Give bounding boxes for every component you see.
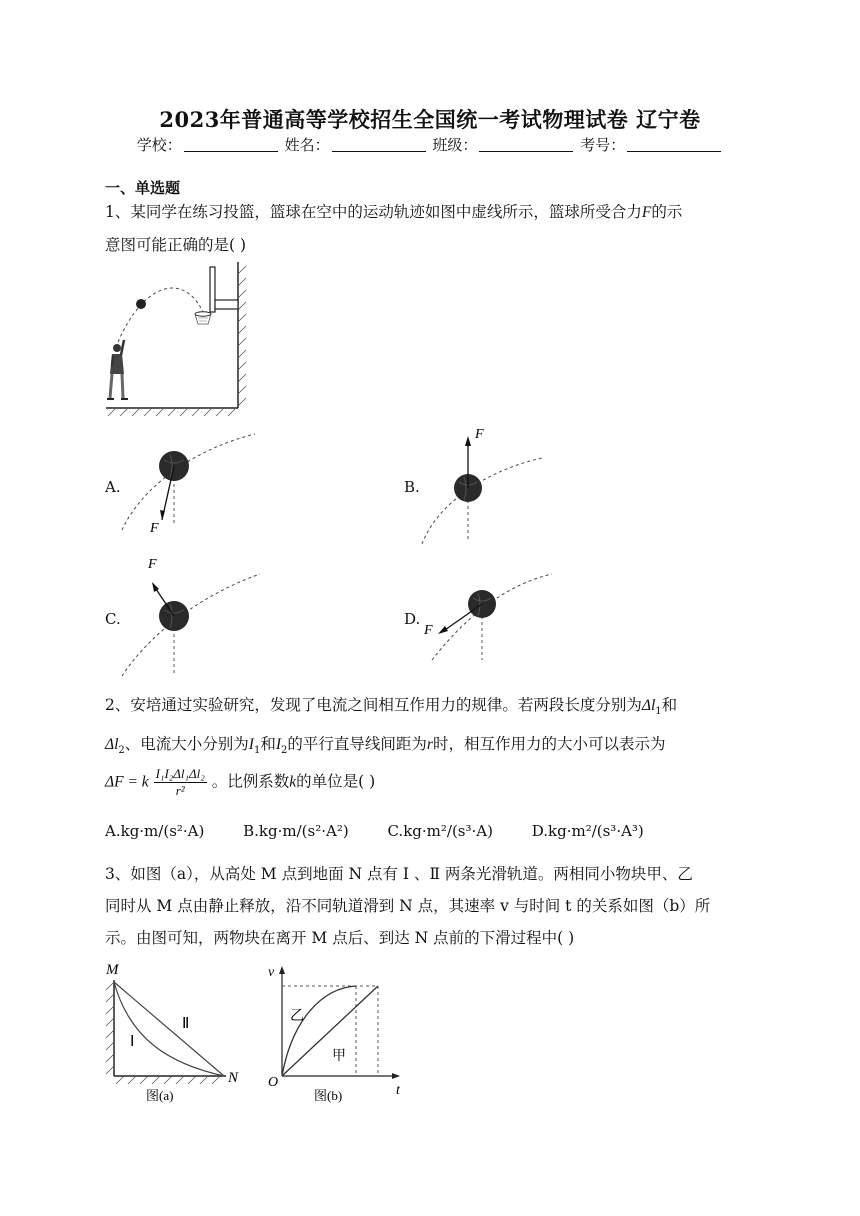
class-label: 班级： bbox=[432, 136, 478, 154]
question-1-text: 1、某同学在练习投篮，篮球在空中的运动轨迹如图中虚线所示，篮球所受合力F的示 意图可能正确的是( ) bbox=[105, 203, 683, 254]
student-info-line bbox=[0, 134, 860, 155]
school-label: 学校： bbox=[136, 136, 182, 154]
name-blank[interactable] bbox=[332, 137, 426, 152]
point-n-label: N bbox=[228, 1070, 239, 1086]
figure-a-caption: 图(a) bbox=[146, 1088, 174, 1103]
basketball-shot-figure bbox=[104, 262, 254, 417]
name-label: 姓名： bbox=[284, 136, 330, 154]
exam-no-label: 考号： bbox=[580, 136, 626, 154]
jia-label: 甲 bbox=[332, 1049, 346, 1064]
q1-option-a-label[interactable]: A. bbox=[105, 478, 121, 496]
q1-option-b-figure[interactable] bbox=[418, 422, 558, 552]
q2-option-c[interactable]: C.kg·m²/(s³·A) bbox=[387, 822, 493, 840]
point-m-label: M bbox=[106, 962, 119, 978]
q1-b-force-label: F bbox=[475, 427, 484, 442]
track-ii-label: Ⅱ bbox=[182, 1016, 190, 1032]
q2-options bbox=[105, 822, 678, 840]
yi-label: 乙 bbox=[290, 1009, 304, 1024]
figure-b-caption: 图(b) bbox=[314, 1088, 343, 1103]
exam-no-blank[interactable] bbox=[627, 137, 721, 152]
section-title: 一、单选题 bbox=[105, 179, 181, 197]
q2-option-d[interactable]: D.kg·m²/(s³·A³) bbox=[531, 822, 644, 840]
q1-option-a-figure[interactable] bbox=[120, 430, 260, 540]
q2-option-b[interactable]: B.kg·m/(s²·A²) bbox=[243, 822, 349, 840]
formula-lhs: ΔF = k bbox=[105, 773, 149, 791]
q2-option-a[interactable]: A.kg·m/(s²·A) bbox=[105, 822, 205, 840]
q1-d-force-label: F bbox=[424, 623, 433, 638]
q1-option-c-figure[interactable] bbox=[118, 552, 268, 682]
origin-label: O bbox=[268, 1075, 279, 1090]
q1-option-d-figure[interactable] bbox=[420, 568, 560, 668]
class-blank[interactable] bbox=[479, 137, 573, 152]
school-blank[interactable] bbox=[184, 137, 278, 152]
q2-formula-line: ΔF = k $\frac{\text{I₁I₂Δl₁Δl₂}}{\text{r²}}$ 。比例系数k的单位是( ) bbox=[105, 766, 376, 798]
q1-option-b-label[interactable]: B. bbox=[404, 478, 420, 496]
q1-a-force-label: F bbox=[150, 521, 159, 536]
q1-option-c-label[interactable]: C. bbox=[105, 610, 121, 628]
q3-figure-b bbox=[262, 960, 412, 1106]
exam-title: 2023年普通高等学校招生全国统一考试物理试卷 辽宁卷 bbox=[159, 107, 701, 132]
t-axis-label: t bbox=[396, 1083, 400, 1098]
q1-option-d-label[interactable]: D. bbox=[404, 610, 421, 628]
track-i-label: Ⅰ bbox=[130, 1034, 135, 1050]
q3-figure-a bbox=[100, 960, 250, 1106]
question-3-text: 3、如图（a），从高处 M 点到地面 N 点有 Ⅰ 、Ⅱ 两条光滑轨道。两相同小物块甲、乙 同时从 M 点由静止释放，沿不同轨道滑到 N 点，其速率 v 与时间 t 的关系如图（b）所 示。由图可知，两物块在离开 M 点后、到达 N 点前的下滑过程中( ) bbox=[105, 865, 711, 947]
q1-c-force-label: F bbox=[148, 557, 157, 572]
formula-fraction: $\frac{\text{I₁I₂Δl₁Δl₂}}{\text{r²}}$ bbox=[155, 766, 205, 798]
v-axis-label: v bbox=[268, 965, 275, 980]
question-2-text: 2、安培通过实验研究，发现了电流之间相互作用力的规律。若两段长度分别为$\Delta l_1$和 $\Delta l_2$、电流大小分别为$I_1$和$I_2$的平行直导线间距为r时，相互作用力的大小可以表示为 bbox=[105, 696, 678, 757]
